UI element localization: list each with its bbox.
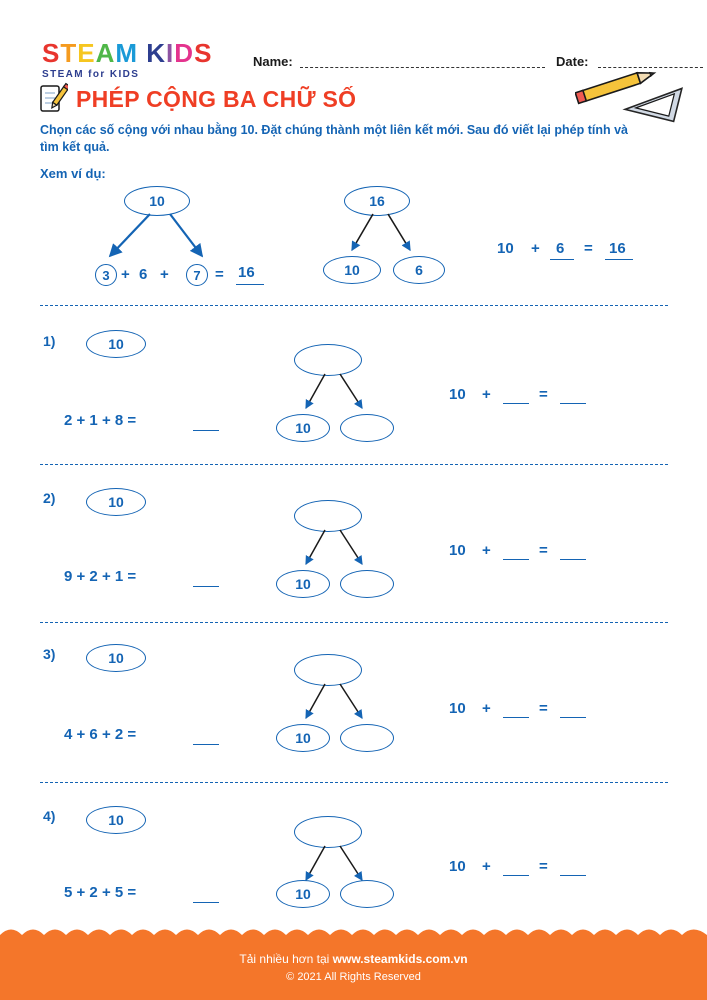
separator-3 [40,622,668,623]
example-rewrite-plus: + [531,240,540,257]
instructions-text: Chọn các số cộng với nhau bằng 10. Đặt chúng thành một liên kết mới. Sau đó viết lại phép tính và tìm kết quả. [40,123,628,154]
problem-3-rewrite-result-line[interactable] [560,717,586,718]
example-equals: = [215,266,224,283]
problem-4-tree-left-oval: 10 [276,880,330,908]
example-rewrite-result-line [605,259,633,260]
problem-1-number: 1) [43,333,56,349]
logo-subtitle: STEAM for KIDS [42,69,140,80]
problem-4-rewrite-plus: + [482,858,491,875]
problem-2-tree-left-oval: 10 [276,570,330,598]
problem-4-rewrite-a: 10 [449,858,466,875]
problem-1-answer-line[interactable] [193,430,219,431]
problem-3-rewrite-equals: = [539,700,548,717]
example-term-3: 7 [186,264,208,286]
separator-2 [40,464,668,465]
problem-2-rewrite-a: 10 [449,542,466,559]
page-title: PHÉP CỘNG BA CHỮ SỐ [76,85,357,112]
example-term-2: 6 [139,266,148,283]
problem-3-number: 3) [43,646,56,662]
logo-wordmark: STEAM KIDS [42,38,213,68]
problem-1-rewrite-a: 10 [449,386,466,403]
example-rewrite-a: 10 [497,240,514,257]
problem-2-rewrite-b-line[interactable] [503,559,529,560]
problem-2-answer-line[interactable] [193,586,219,587]
problem-4-rewrite-b-line[interactable] [503,875,529,876]
name-label: Name: [253,54,293,69]
example-term-1: 3 [95,264,117,286]
problem-1-arrows [270,372,400,418]
example-right-right-oval: 6 [393,256,445,284]
example-rewrite-b: 6 [556,240,565,257]
problem-2-equation: 9 + 2 + 1 = [64,568,137,585]
footer-prefix: Tải nhiều hơn tại [239,952,333,966]
separator-4 [40,782,668,783]
problem-1-rewrite-plus: + [482,386,491,403]
problem-4-number: 4) [43,808,56,824]
problem-3-rewrite-plus: + [482,700,491,717]
example-rewrite-result: 16 [609,240,626,257]
footer-website-line [0,952,707,966]
problem-1-target-oval: 10 [86,330,146,358]
problem-1-equation: 2 + 1 + 8 = [64,412,137,429]
date-label: Date: [556,54,589,69]
problem-2-rewrite-result-line[interactable] [560,559,586,560]
problem-3-answer-line[interactable] [193,744,219,745]
pencil-ruler-icon [575,62,685,124]
footer-scallop [0,928,707,942]
problem-1-rewrite-result-line[interactable] [560,403,586,404]
example-plus-2: + [160,266,169,283]
problem-4-tree-right-oval[interactable] [340,880,394,908]
problem-4-answer-line[interactable] [193,902,219,903]
title-row [38,82,356,116]
problem-2-arrows [270,528,400,574]
example-right-arrows [320,212,440,262]
problem-3-arrows [270,682,400,728]
example-plus-1: + [121,266,130,283]
example-answer: 16 [238,264,255,281]
problem-3-target-oval: 10 [86,644,146,672]
problem-3-rewrite-b-line[interactable] [503,717,529,718]
problem-1-tree-left-oval: 10 [276,414,330,442]
notepad-pencil-icon [38,82,68,116]
problem-3-equation: 4 + 6 + 2 = [64,726,137,743]
example-answer-line [236,284,264,285]
example-rewrite-b-line [550,259,574,260]
problem-4-rewrite-equals: = [539,858,548,875]
problem-2-rewrite-plus: + [482,542,491,559]
problem-3-rewrite-a: 10 [449,700,466,717]
problem-3-tree-right-oval[interactable] [340,724,394,752]
problem-4-target-oval: 10 [86,806,146,834]
problem-2-rewrite-equals: = [539,542,548,559]
example-right-top-oval: 16 [344,186,410,216]
example-label: Xem ví dụ: [40,166,106,181]
page-footer [0,942,707,1000]
problem-1-rewrite-equals: = [539,386,548,403]
problem-2-tree-right-oval[interactable] [340,570,394,598]
separator-1 [40,305,668,306]
problem-2-number: 2) [43,490,56,506]
example-right-left-oval: 10 [323,256,381,284]
problem-3-tree-left-oval: 10 [276,724,330,752]
footer-site-url[interactable]: www.steamkids.com.vn [332,952,468,966]
logo [42,40,232,80]
example-rewrite-equals: = [584,240,593,257]
problem-4-equation: 5 + 2 + 5 = [64,884,137,901]
footer-copyright: © 2021 All Rights Reserved [286,971,421,983]
problem-2-target-oval: 10 [86,488,146,516]
problem-1-rewrite-b-line[interactable] [503,403,529,404]
problem-4-rewrite-result-line[interactable] [560,875,586,876]
example-top-oval: 10 [124,186,190,216]
example-arrows [100,212,220,270]
problem-1-tree-right-oval[interactable] [340,414,394,442]
name-input-line[interactable] [300,67,545,68]
